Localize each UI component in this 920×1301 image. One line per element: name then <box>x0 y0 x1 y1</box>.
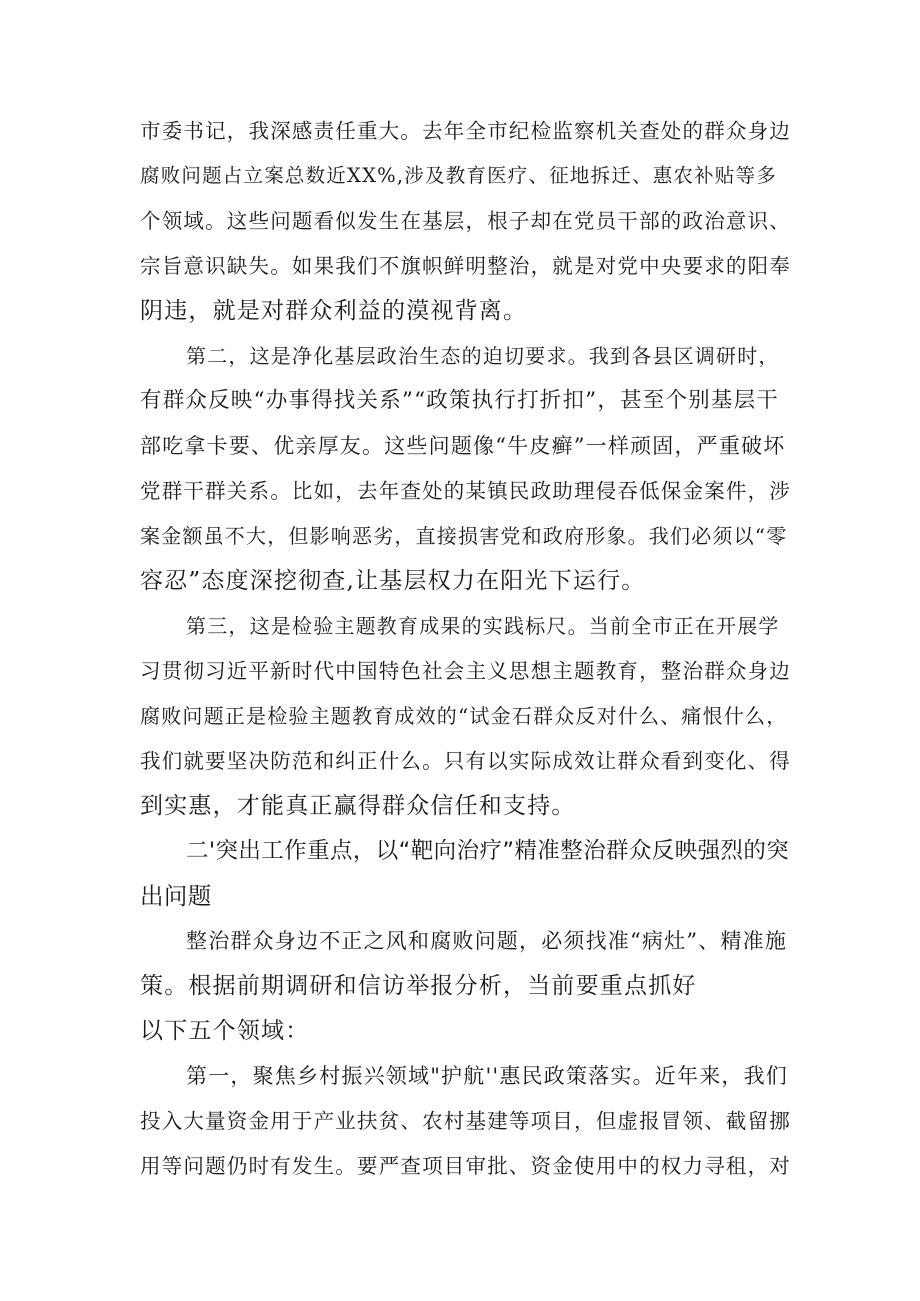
text-line: 腐败问题占立案总数近XX%,涉及教育医疗、征地拆迁、惠农补贴等多 <box>140 164 777 187</box>
text-line: 用等问题仍时有发生。要严查项目审批、资金使用中的权力寻租，对 <box>140 1154 791 1178</box>
text-line: 个领域。这些问题看似发生在基层，根子却在党员干部的政治意识、 <box>140 209 791 233</box>
section-heading-continued: 出问题 <box>140 882 212 910</box>
text-line: 案金额虽不大，但影响恶劣，直接损害党和政府形象。我们必须以“零 <box>140 524 788 548</box>
text-line: 部吃拿卡要、优亲厚友。这些问题像“牛皮癣”一样顽固，严重破坏 <box>140 434 786 458</box>
paragraph-start: 第三，这是检验主题教育成果的实践标尺。当前全市正在开展学 <box>186 614 780 638</box>
text-line: 有群众反映“办事得找关系”“政策执行打折扣”，甚至个别基层干 <box>140 388 779 413</box>
text-line: 市委书记，我深感责任重大。去年全市纪检监察机关查处的群众身边 <box>140 119 791 143</box>
paragraph-start: 第二，这是净化基层政治生态的迫切要求。我到各县区调研时， <box>186 344 780 368</box>
text-line: 腐败问题正是检验主题教育成效的“试金石群众反对什么、痛恨什么， <box>140 704 788 728</box>
text-line: 习贯彻习近平新时代中国特色社会主义思想主题教育，整治群众身边 <box>140 659 791 683</box>
text-line: 宗旨意识缺失。如果我们不旗帜鲜明整治，就是对党中央要求的阳奉 <box>140 254 791 278</box>
paragraph-start: 第一，聚焦乡村振兴领域"护航''惠民政策落实。近年来，我们 <box>186 1064 789 1088</box>
text-line: 以下五个领域： <box>140 1018 310 1044</box>
paragraph-start: 整治群众身边不正之风和腐败问题，必须找准“病灶”、精准施 <box>186 929 788 953</box>
text-line: 我们就要坚决防范和纠正什么。只有以实际成效让群众看到变化、得 <box>140 749 791 773</box>
text-line: 党群干群关系。比如，去年查处的某镇民政助理侵吞低保金案件，涉 <box>140 479 791 503</box>
text-line: 策。根据前期调研和信访举报分析，当前要重点抓好 <box>140 973 697 999</box>
section-heading: 二'突出工作重点，以“靶向治疗”精准整治群众反映强烈的突 <box>186 838 790 864</box>
text-line: 阴违，就是对群众利益的漠视背离。 <box>140 298 528 324</box>
text-line: 投入大量资金用于产业扶贫、农村基建等项目，但虚报冒领、截留挪 <box>140 1109 791 1133</box>
text-line: 到实惠，才能真正赢得群众信任和支持。 <box>140 793 576 819</box>
text-line: 容忍”态度深挖彻查,让基层权力在阳光下运行。 <box>140 568 646 594</box>
